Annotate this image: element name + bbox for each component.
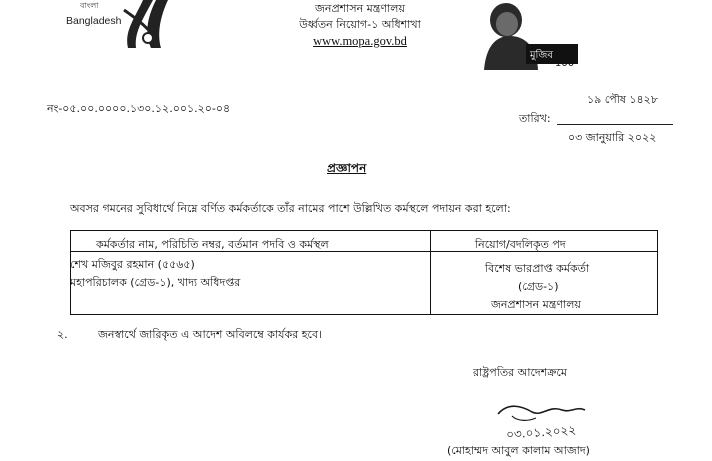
emblem-graphic-icon: [40, 0, 180, 48]
date-bangla: ১৯ পৌষ ১৪২৮: [587, 93, 658, 106]
paragraph-number: ২.: [57, 328, 68, 341]
notice-title: প্রজ্ঞাপন: [327, 161, 367, 175]
new-post: বিশেষ ভারপ্রাপ্ত কর্মকর্তা: [485, 262, 590, 275]
signature: [484, 396, 604, 442]
signature-scribble-icon: [484, 396, 604, 442]
table-column-divider: [430, 231, 431, 314]
new-office: জনপ্রশাসন মন্ত্রণালয়: [491, 298, 581, 311]
ministry-name: জনপ্রশাসন মন্ত্রণালয়: [315, 2, 405, 15]
date-label: তারিখ:: [519, 112, 551, 125]
president-order-text: রাষ্ট্রপতির আদেশক্রমে: [473, 366, 567, 379]
signatory-name: (মোহাম্মদ আবুল কালাম আজাদ): [447, 444, 590, 457]
officer-name: শেখ মজিবুর রহমান (৫৫৬৫): [70, 258, 195, 271]
table-header-officer: কর্মকর্তার নাম, পরিচিতি নম্বর, বর্তমান পদবি ও কর্মস্থল: [96, 238, 329, 251]
emblem-country-text: Bangladesh: [66, 15, 122, 27]
date-english: ০৩ জানুয়ারি ২০২২: [568, 131, 657, 144]
notice-intro: অবসর গমনের সুবিধার্থে নিম্নে বর্ণিত কর্মকর্তাকে তাঁর নামের পাশে উল্লিখিত কর্মস্থলে পদায়ন করা হলো:: [70, 202, 511, 215]
date-divider: [557, 124, 673, 125]
signature-date: ০৩.০১.২০২২: [505, 422, 577, 442]
website-link[interactable]: www.mopa.gov.bd: [313, 34, 407, 48]
wing-name: উর্ধ্বতন নিয়োগ-১ অধিশাখা: [299, 18, 421, 31]
portrait-icon: [468, 0, 580, 70]
emblem-small-text: বাংলা: [80, 1, 99, 10]
bangladesh-emblem: [40, 0, 180, 48]
mujib-logo: [468, 0, 580, 70]
officer-current-post: মহাপরিচালক (গ্রেড-১), খাদ্য অধিদপ্তর: [70, 276, 241, 289]
new-grade: (গ্রেড-১): [518, 280, 559, 293]
paragraph-text: জনস্বার্থে জারিকৃত এ আদেশ অবিলম্বে কার্যকর হবে।: [98, 328, 323, 341]
mujib-logo-number: 100: [555, 58, 575, 69]
memo-number: নং-০৫.০০.০০০০.১৩০.১২.০০১.২০-০৪: [47, 102, 231, 115]
mujib-logo-text: মুজিব: [530, 50, 553, 61]
table-header-post: নিয়োগ/বদলিকৃত পদ: [475, 238, 566, 251]
